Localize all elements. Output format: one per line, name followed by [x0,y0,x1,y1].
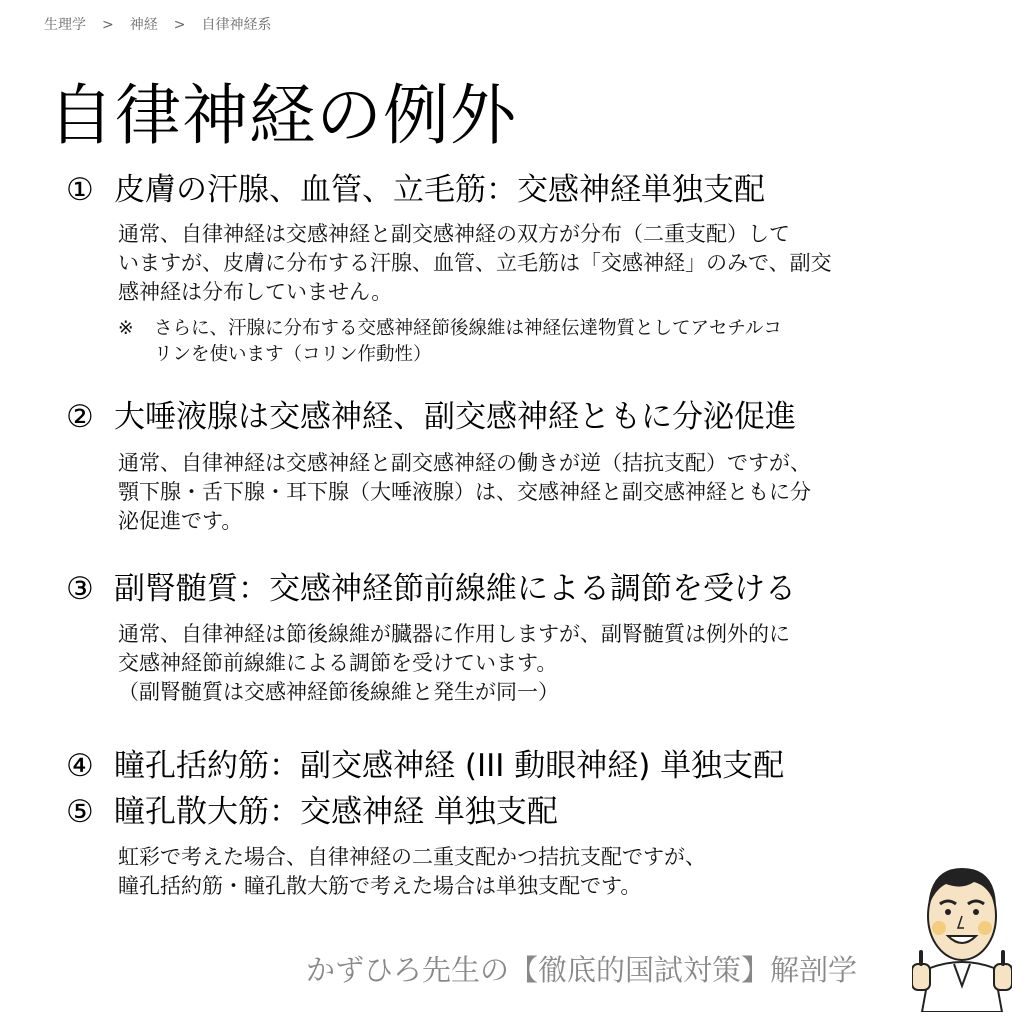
section-heading-text: 大唾液腺は交感神経、副交感神経ともに分泌促進 [114,399,796,435]
section-number: ⑤ [66,794,94,830]
note-line: さらに、汗腺に分布する交感神経節後線維は神経伝達物質としてアセチルコ [154,318,782,339]
note-mark: ※ [118,318,134,339]
body-line: 通常、自律神経は交感神経と副交感神経の双方が分布（二重支配）して [118,222,790,246]
section-3-body [118,620,938,707]
section-3-heading [66,563,796,608]
page-title: 自律神経の例外 [48,77,517,154]
section-1-body [118,220,938,307]
body-line: 交感神経節前線維による調節を受けています。 [118,651,558,675]
body-line: （副腎髄質は交感神経節後線維と発生が同一） [118,680,559,704]
body-line: 虹彩で考えた場合、自律神経の二重支配かつ拮抗支配ですが、 [118,845,706,869]
body-line: 通常、自律神経は節後線維が臓器に作用しますが、副腎髄質は例外的に [118,622,790,646]
body-line: 泌促進です。 [118,509,243,533]
section-number: ④ [66,748,94,784]
section-heading-text: 瞳孔括約筋：副交感神経 (III 動眼神経) 単独支配 [114,748,785,784]
body-line: いますが、皮膚に分布する汗腺、血管、立毛筋は「交感神経」のみで、副交 [118,251,832,275]
section-1-heading [66,164,765,209]
breadcrumb-separator: > [173,17,186,33]
section-2-body [118,449,938,536]
breadcrumb-item[interactable]: 神経 [129,17,158,33]
body-line: 顎下腺・舌下腺・耳下腺（大唾液腺）は、交感神経と副交感神経ともに分 [118,480,811,504]
body-line: 瞳孔括約筋・瞳孔散大筋で考えた場合は単独支配です。 [118,874,642,898]
section-number: ③ [66,571,94,607]
section-heading-text: 副腎髄質：交感神経節前線維による調節を受ける [114,571,796,607]
footer-brand: かずひろ先生の【徹底的国試対策】解剖学 [306,953,858,987]
section-1-note [118,316,938,368]
breadcrumb [44,14,271,34]
section-heading-text: 瞳孔散大筋：交感神経 単独支配 [114,794,558,830]
breadcrumb-item[interactable]: 生理学 [44,17,86,33]
breadcrumb-separator: > [102,17,114,33]
note-line: リンを使います（コリン作動性） [154,344,432,365]
section-number: ② [66,399,94,435]
section-2-heading [66,391,796,436]
section-5-heading [66,786,558,831]
section-number: ① [66,172,94,208]
cartoon-teacher-icon [912,856,1012,1012]
breadcrumb-item[interactable]: 自律神経系 [201,17,272,33]
section-4-heading [66,740,784,785]
body-line: 感神経は分布していません。 [118,280,393,304]
section-heading-text: 皮膚の汗腺、血管、立毛筋：交感神経単独支配 [114,172,765,208]
section-5-body [118,843,938,901]
body-line: 通常、自律神経は交感神経と副交感神経の働きが逆（拮抗支配）ですが、 [118,451,811,475]
